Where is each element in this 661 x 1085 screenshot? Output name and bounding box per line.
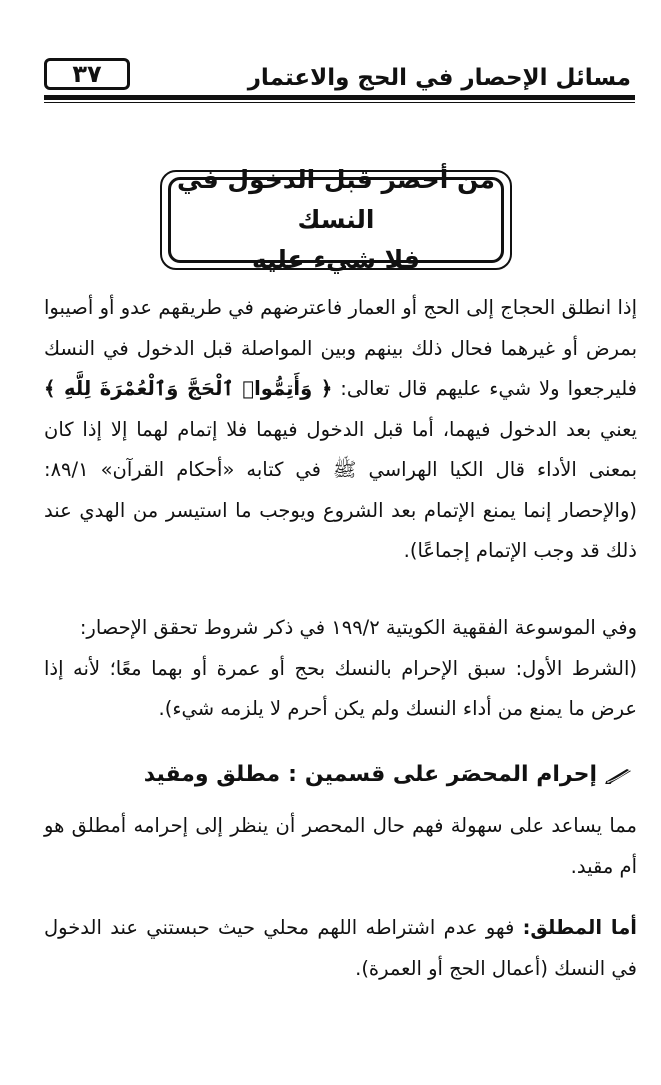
paragraph-1-text-a: إذا انطلق الحجاج إلى الحج أو العمار فاعترضهم في طريقهم عدو أو أصيبوا بمرض أو غيرهما فحال ذلك بينهم وبين المواصلة قبل الدخول في النسك فليرجعوا ولا شيء عليهم قال تعالى: xyxy=(44,296,637,400)
paragraph-2-line1: وفي الموسوعة الفقهية الكويتية ١٩٩/٢ في ذكر شروط تحقق الإحصار: xyxy=(79,616,637,639)
pen-icon xyxy=(605,766,635,784)
page-number: ٣٧ xyxy=(72,60,102,88)
paragraph-2 xyxy=(44,608,637,730)
section-heading-colon: : xyxy=(288,762,297,787)
quran-verse: ﴿ وَأَتِمُّوا۟ ٱلْحَجَّ وَٱلْعُمْرَةَ لِلَّهِ ﴾ xyxy=(44,377,333,400)
chapter-title-line1: من أحصر قبل الدخول في النسك xyxy=(177,165,495,234)
header-rule-thin xyxy=(44,102,635,103)
paragraph-4-text: فهو عدم اشتراطه اللهم محلي حيث حبستني عند الدخول في النسك (أعمال الحج أو العمرة). xyxy=(44,916,637,980)
paragraph-3-text: مما يساعد على سهولة فهم حال المحصر أن ينظر إلى إحرامه أمطلق هو أم مقيد. xyxy=(44,814,637,878)
chapter-title-box xyxy=(168,165,504,274)
paragraph-3 xyxy=(44,806,637,887)
paragraph-4 xyxy=(44,908,637,989)
chapter-title-line2: فلا شيء عليه xyxy=(251,245,421,274)
page-number-box xyxy=(44,58,130,90)
section-heading-suffix: مطلق ومقيد xyxy=(143,762,281,787)
paragraph-1-text-b: يعني بعد الدخول فيهما، أما قبل الدخول فيهما فلا إتمام لهما إلا إذا كان بمعنى الأداء قال الكيا الهراسي ﷺ في كتابه «أحكام القرآن» ٨٩/١: (والإحصار إنما يمنع الإتمام بعد الشروع ويوجب ما استيسر من الهدي عند ذلك قد وجب الإتمام إجماعًا). xyxy=(44,417,637,562)
section-heading xyxy=(144,762,635,787)
header-rule xyxy=(44,95,635,100)
section-heading-prefix: إحرام المحصَر على قسمين xyxy=(304,762,597,787)
paragraph-1 xyxy=(44,288,637,572)
running-title: مسائل الإحصار في الحج والاعتمار xyxy=(247,65,631,91)
paragraph-4-lead: أما المطلق: xyxy=(522,916,637,939)
paragraph-2-quote: (الشرط الأول: سبق الإحرام بالنسك بحج أو عمرة أو بهما معًا؛ لأنه إذا عرض ما يمنع من أداء النسك ولم يكن أحرم لا يلزمه شيء). xyxy=(44,656,637,720)
